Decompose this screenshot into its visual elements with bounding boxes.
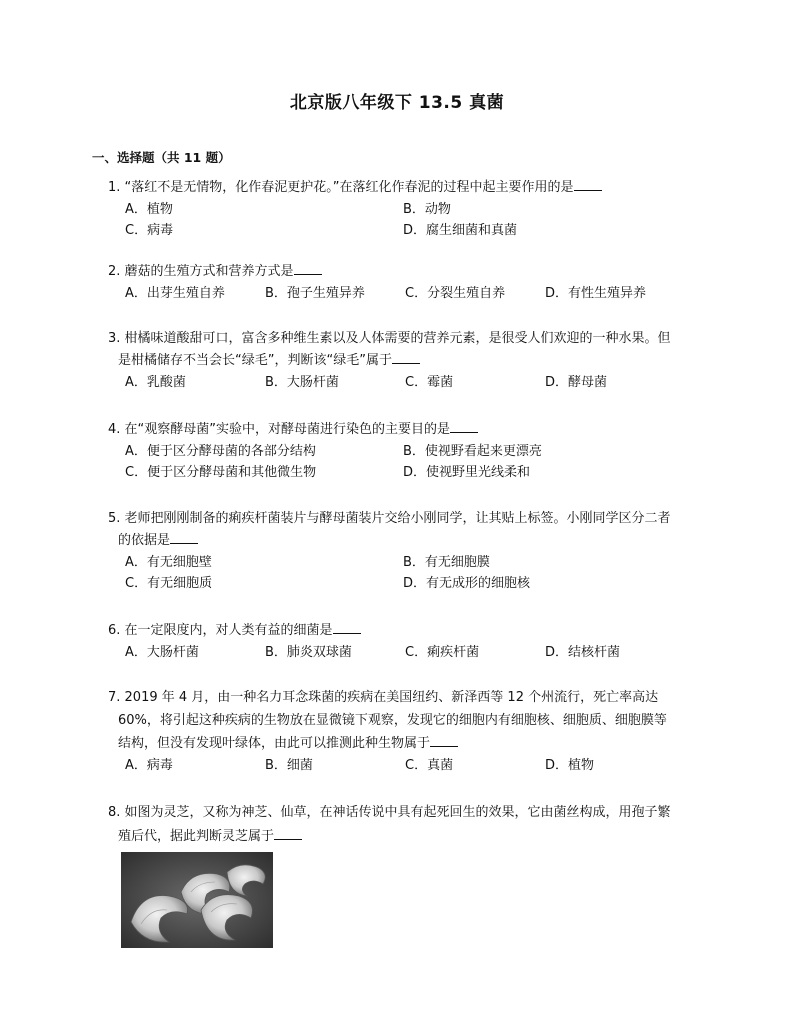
option-d: D．有性生殖异养 — [545, 286, 647, 301]
option-d: D．腐生细菌和真菌 — [403, 223, 518, 238]
option-c: C．病毒 — [125, 223, 174, 238]
question-3 — [108, 328, 708, 393]
question-stem: 6. 在一定限度内，对人类有益的细菌是 — [108, 623, 333, 638]
question-7 — [108, 686, 708, 776]
option-b: B．大肠杆菌 — [265, 375, 339, 390]
option-b: B．有无细胞膜 — [403, 555, 490, 570]
option-d: D．植物 — [545, 758, 595, 773]
answer-blank — [333, 621, 361, 634]
option-c: C．有无细胞质 — [125, 576, 213, 591]
question-1 — [108, 177, 708, 241]
question-stem-line2: 60%，将引起这种疾病的生物放在显微镜下观察，发现它的细胞内有细胞核、细胞质、细胞膜等 — [118, 713, 667, 728]
question-stem: 4. 在“观察酵母菌”实验中，对酵母菌进行染色的主要目的是 — [108, 422, 451, 437]
question-2 — [108, 261, 708, 304]
answer-blank — [450, 420, 478, 433]
option-b: B．使视野看起来更漂亮 — [403, 444, 542, 459]
question-stem: 7. 2019 年 4 月，由一种名力耳念珠菌的疾病在美国纽约、新泽西等 12 个州流行，死亡率高达 — [108, 690, 659, 705]
question-5 — [108, 508, 708, 594]
answer-blank — [392, 351, 420, 364]
option-d: D．酵母菌 — [545, 375, 608, 390]
question-stem: 2. 蘑菇的生殖方式和营养方式是 — [108, 264, 294, 279]
option-a: A．有无细胞壁 — [125, 555, 212, 570]
question-stem-line2: 是柑橘储存不当会长“绿毛”，判断该“绿毛”属于 — [118, 353, 392, 368]
option-d: D．使视野里光线柔和 — [403, 465, 531, 480]
page-title: 北京版八年级下 13.5 真菌 — [289, 93, 505, 113]
answer-blank — [170, 531, 198, 544]
option-a: A．乳酸菌 — [125, 375, 186, 390]
option-c: C．便于区分酵母菌和其他微生物 — [125, 465, 317, 480]
question-stem: 8. 如图为灵芝，又称为神芝、仙草，在神话传说中具有起死回生的效果，它由菌丝构成，用孢子繁 — [108, 805, 671, 820]
option-a: A．病毒 — [125, 758, 173, 773]
option-b: B．孢子生殖异养 — [265, 286, 365, 301]
option-b: B．细菌 — [265, 758, 313, 773]
option-c: C．分裂生殖自养 — [405, 286, 506, 301]
option-b: B．动物 — [403, 202, 451, 217]
option-d: D．结核杆菌 — [545, 645, 621, 660]
answer-blank — [430, 734, 458, 747]
question-stem: 1. “落红不是无情物，化作春泥更护花。”在落红化作春泥的过程中起主要作用的是 — [108, 180, 574, 195]
question-stem-line3: 结构，但没有发现叶绿体，由此可以推测此种生物属于 — [118, 736, 431, 751]
lingzhi-photo-icon — [121, 852, 273, 948]
answer-blank — [574, 178, 602, 191]
question-stem: 5. 老师把刚刚制备的痢疾杆菌装片与酵母菌装片交给小刚同学，让其贴上标签。小刚同学区分二者 — [108, 511, 671, 526]
option-a: A．植物 — [125, 202, 173, 217]
option-a: A．出芽生殖自养 — [125, 286, 225, 301]
question-6 — [108, 620, 708, 663]
option-c: C．痢疾杆菌 — [405, 645, 480, 660]
question-stem: 3. 柑橘味道酸甜可口，富含多种维生素以及人体需要的营养元素，是很受人们欢迎的一种水果。但 — [108, 331, 671, 346]
option-b: B．肺炎双球菌 — [265, 645, 352, 660]
question-4 — [108, 419, 708, 483]
answer-blank — [274, 827, 302, 840]
option-a: A．便于区分酵母菌的各部分结构 — [125, 444, 316, 459]
option-a: A．大肠杆菌 — [125, 645, 199, 660]
question-stem-line2: 的依据是 — [118, 533, 171, 548]
section-heading: 一、选择题（共 11 题） — [92, 150, 231, 165]
question-8 — [108, 801, 708, 849]
option-c: C．霉菌 — [405, 375, 454, 390]
option-d: D．有无成形的细胞核 — [403, 576, 531, 591]
option-c: C．真菌 — [405, 758, 454, 773]
answer-blank — [294, 262, 322, 275]
question-stem-line2: 殖后代，据此判断灵芝属于 — [118, 829, 275, 844]
